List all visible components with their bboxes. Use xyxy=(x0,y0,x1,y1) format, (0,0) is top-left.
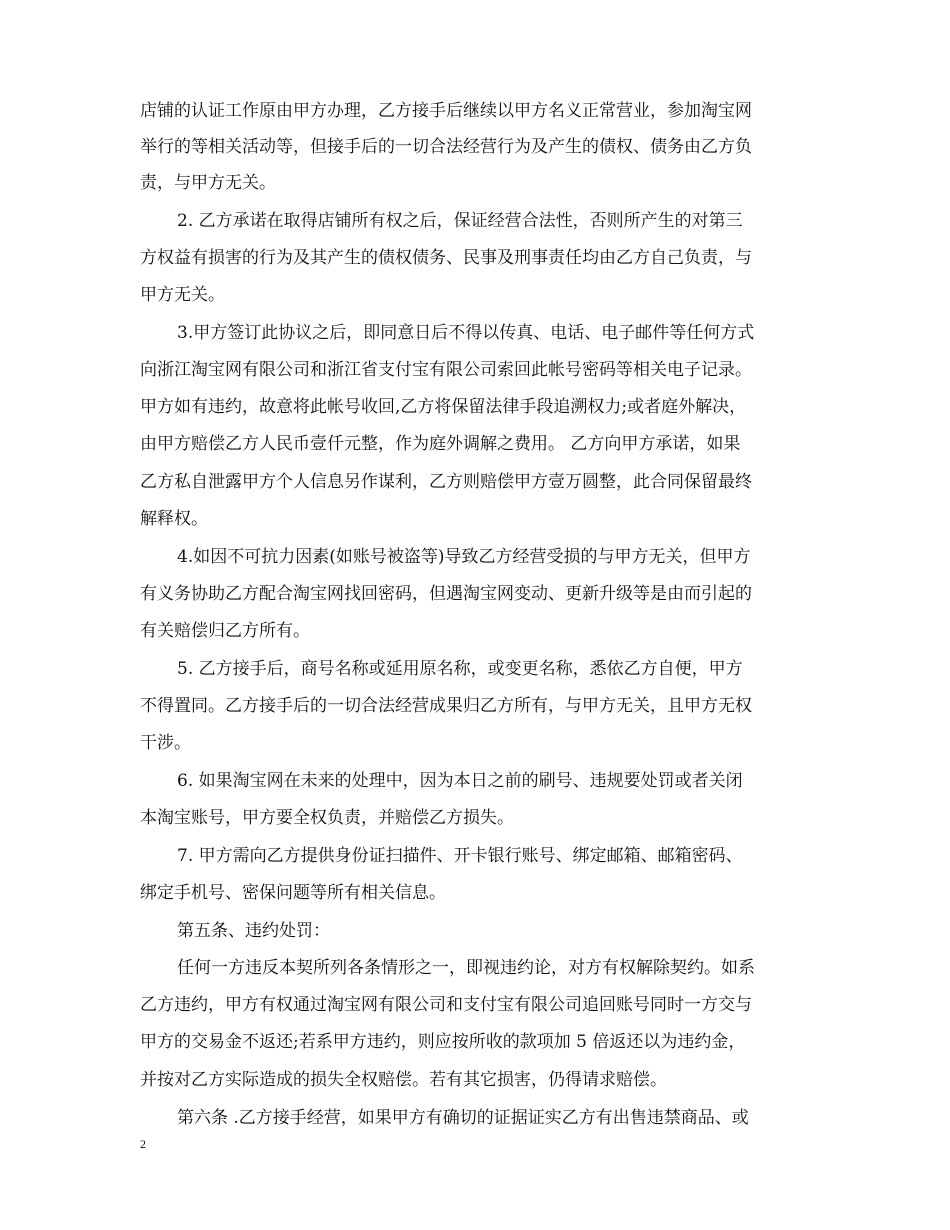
text-line: 责，与甲方无关。 xyxy=(140,173,276,193)
text-line: 举行的等相关活动等，但接手后的一切合法经营行为及产生的债权、债务由乙方负 xyxy=(140,137,752,157)
text-line: 乙方私自泄露甲方个人信息另作谋利，乙方则赔偿甲方壹万圆整，此合同保留最终 xyxy=(140,472,752,492)
text-line: 干涉。 xyxy=(140,733,191,753)
text-line: 乙方违约，甲方有权通过淘宝网有限公司和支付宝有限公司追回账号同时一方交与 xyxy=(140,995,752,1015)
text-line: 店铺的认证工作原由甲方办理，乙方接手后继续以甲方名义正常营业，参加淘宝网 xyxy=(140,101,752,121)
text-line: 有关赔偿归乙方所有。 xyxy=(140,621,310,641)
text-line: 并按对乙方实际造成的损失全权赔偿。若有其它损害，仍得请求赔偿。 xyxy=(140,1070,667,1090)
text-line: 6. 如果淘宝网在未来的处理中，因为本日之前的刷号、违规要处罚或者关闭 xyxy=(177,771,743,791)
text-line: 向浙江淘宝网有限公司和浙江省支付宝有限公司索回此帐号密码等相关电子记录。 xyxy=(140,360,752,380)
text-line: 7. 甲方需向乙方提供身份证扫描件、开卡银行账号、绑定邮箱、邮箱密码、 xyxy=(177,846,743,866)
text-line: 绑定手机号、密保问题等所有相关信息。 xyxy=(140,883,446,903)
text-line: 2. 乙方承诺在取得店铺所有权之后，保证经营合法性，否则所产生的对第三 xyxy=(177,211,743,231)
text-line: 不得置同。乙方接手后的一切合法经营成果归乙方所有，与甲方无关，且甲方无权 xyxy=(140,696,752,716)
text-line: 方权益有损害的行为及其产生的债权债务、民事及刑事责任均由乙方自己负责，与 xyxy=(140,248,752,268)
text-line: 甲方的交易金不返还;若系甲方违约，则应按所收的款项加 5 倍返还以为违约金， xyxy=(140,1032,746,1052)
text-line: 第五条、违约处罚： xyxy=(177,921,330,941)
text-line: 第六条 .乙方接手经营，如果甲方有确切的证据证实乙方有出售违禁商品、或 xyxy=(177,1108,749,1128)
text-line: 5. 乙方接手后，商号名称或延用原名称，或变更名称，悉依乙方自便，甲方 xyxy=(177,659,743,679)
page-number: 2 xyxy=(140,1137,146,1151)
text-line: 甲方如有违约，故意将此帐号收回,乙方将保留法律手段追溯权力;或者庭外解决， xyxy=(140,397,747,417)
text-line: 甲方无关。 xyxy=(140,285,225,305)
text-line: 3.甲方签订此协议之后，即同意日后不得以传真、电话、电子邮件等任何方式 xyxy=(177,323,755,343)
text-line: 任何一方违反本契所列各条情形之一，即视违约论，对方有权解除契约。如系 xyxy=(177,958,755,978)
text-line: 本淘宝账号，甲方要全权负责，并赔偿乙方损失。 xyxy=(140,808,514,828)
text-line: 由甲方赔偿乙方人民币壹仟元整，作为庭外调解之费用。 乙方向甲方承诺，如果 xyxy=(140,434,741,454)
text-line: 有义务协助乙方配合淘宝网找回密码，但遇淘宝网变动、更新升级等是由而引起的 xyxy=(140,584,752,604)
text-line: 解释权。 xyxy=(140,509,208,529)
text-line: 4.如因不可抗力因素(如账号被盗等)导致乙方经营受损的与甲方无关，但甲方 xyxy=(177,547,751,567)
